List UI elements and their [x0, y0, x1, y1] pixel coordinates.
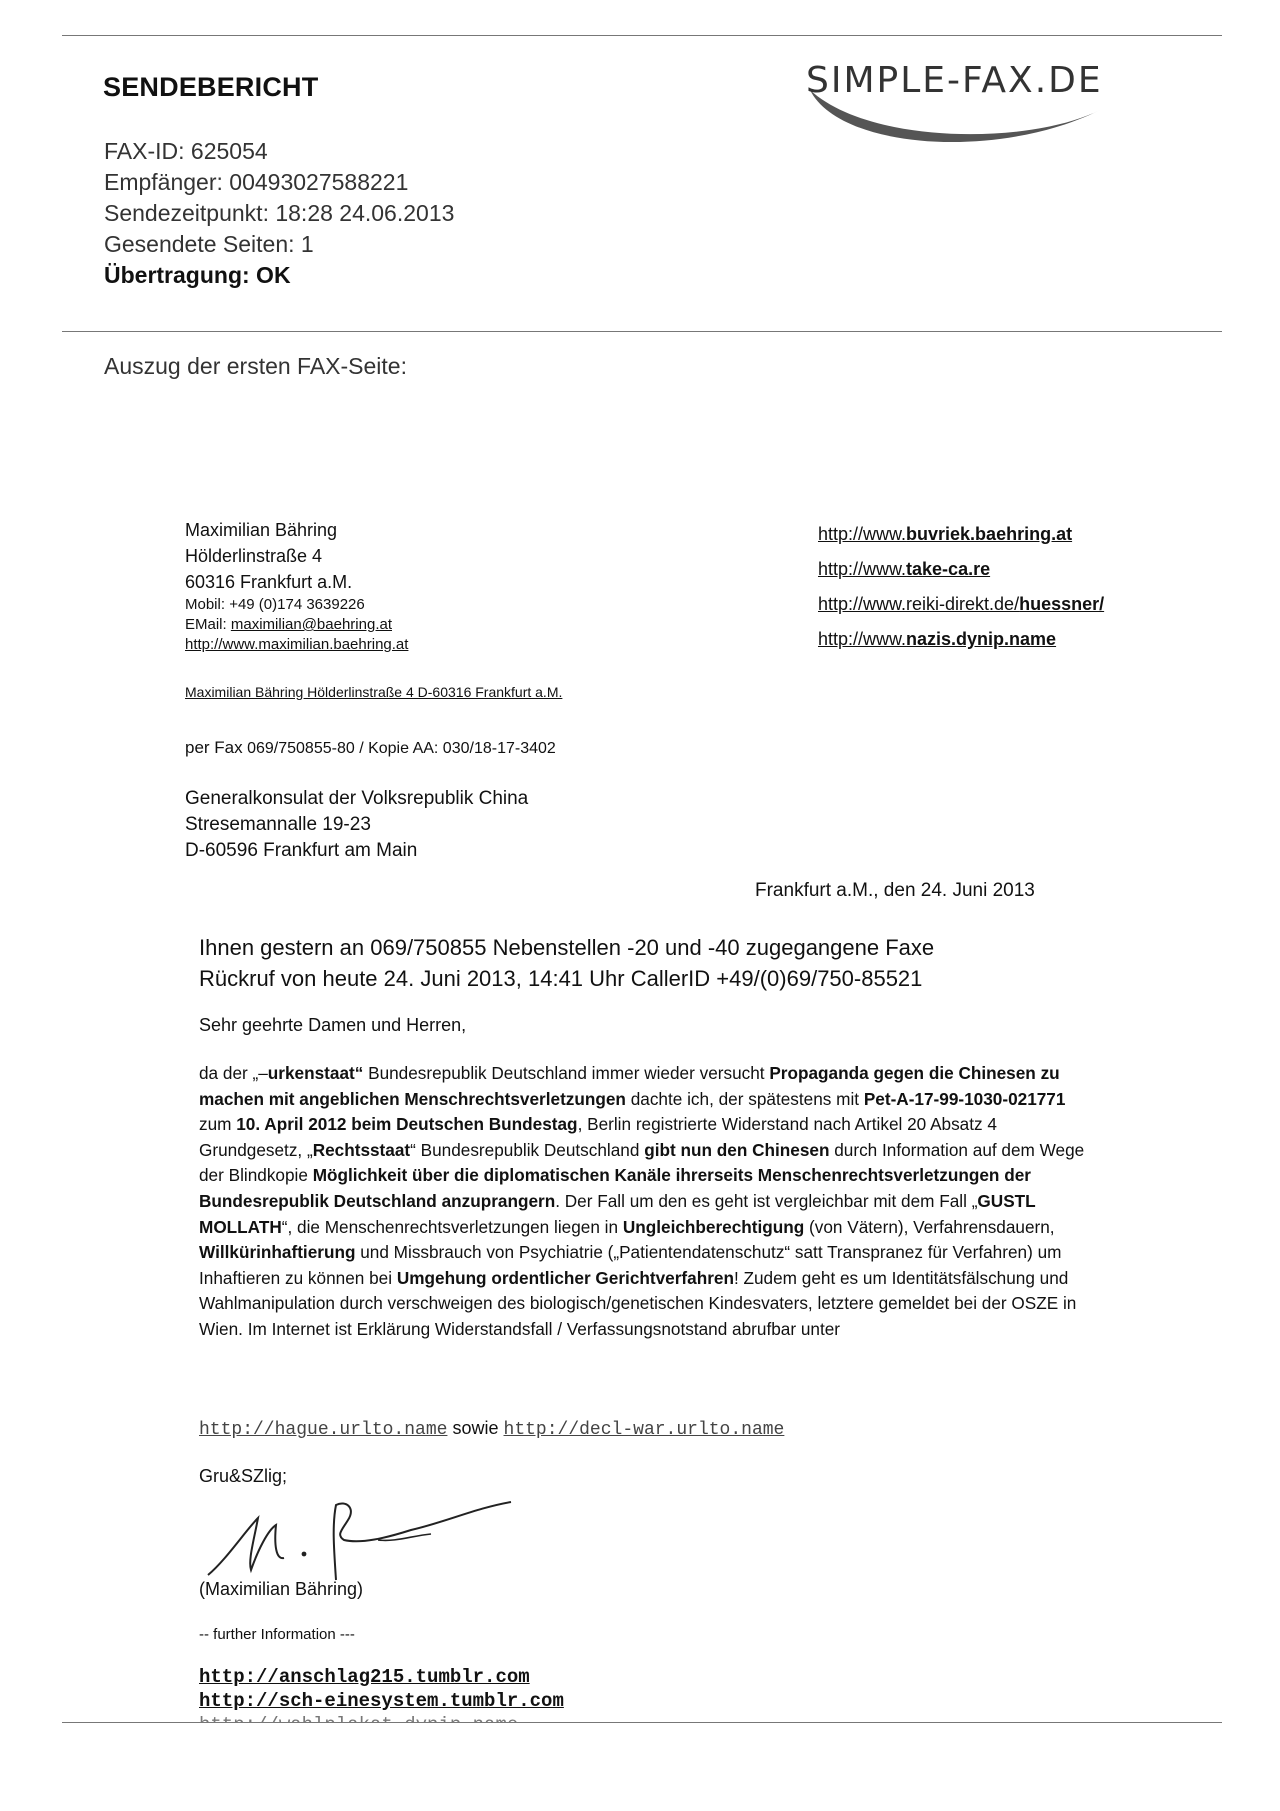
url-row [199, 1418, 784, 1440]
handwritten-signature [196, 1490, 526, 1590]
body-emphasis: 10. April 2012 beim Deutschen Bundestag [236, 1114, 578, 1135]
bottom-rule [62, 1722, 1222, 1723]
email-label: EMail: [185, 616, 227, 633]
sender-website-link[interactable]: http://www.maximilian.baehring.at [185, 636, 409, 653]
per-fax-line [185, 738, 556, 758]
link-domain: nazis.dynip.name [906, 629, 1057, 649]
body-text-run: Bundesrepublik Deutschland immer wieder versucht [363, 1063, 770, 1083]
body-emphasis: Willkürinhaftierung [199, 1242, 356, 1263]
body-emphasis: Rechtsstaat [312, 1139, 411, 1160]
sender-street: Hölderlinstraße 4 [185, 546, 323, 566]
website-link-4[interactable] [818, 622, 1104, 657]
link-prefix: http://www. [818, 559, 907, 579]
link-prefix: http://www. [818, 524, 907, 544]
simple-fax-logo [800, 50, 1220, 160]
body-emphasis: Ungleichberechtigung [622, 1216, 805, 1237]
url-join-word: sowie [452, 1418, 499, 1438]
link-domain: huessner/ [1019, 594, 1105, 614]
body-emphasis: Pet-A-17-99-1030-021771 [863, 1088, 1066, 1109]
body-text-run: . Der Fall um den es geht ist vergleichbar mit dem Fall „ [555, 1190, 978, 1211]
website-link-1[interactable] [818, 517, 1104, 552]
logo-text: SIMPLE-FAX.DE [806, 60, 1103, 101]
further-link-sch-einesystem[interactable]: http://sch-einesystem.tumblr.com [199, 1690, 564, 1712]
greeting: Gru&SZlig; [199, 1466, 288, 1486]
report-info [104, 136, 454, 291]
link-domain: take-ca.re [906, 559, 991, 579]
website-links [818, 517, 1104, 657]
subject-line: Rückruf von heute 24. Juni 2013, 14:41 Uhr CallerID +49/(0)69/750-85521 [199, 966, 923, 991]
sender-email [185, 615, 408, 635]
page-clip-mask [0, 1722, 1280, 1811]
body-text-run: “, die Menschenrechtsverletzungen liegen in [281, 1216, 623, 1237]
salutation: Sehr geehrte Damen und Herren, [199, 1015, 467, 1035]
body-text-run: dachte ich, der spätestens mit [625, 1088, 864, 1109]
body-text-run: da der „– [199, 1063, 268, 1083]
body-text-run: , Berlin registrierte Widerstand nach Artikel 20 Absatz 4 Grundgesetz, „ [199, 1114, 997, 1160]
middle-rule [62, 331, 1222, 332]
further-info-label: -- further Information --- [199, 1626, 355, 1643]
subject-line: Ihnen gestern an 069/750855 Nebenstellen -20 und -40 zugegangene Faxe [199, 935, 935, 960]
top-rule [62, 35, 1222, 36]
body-text-run: und Missbrauch von Psychiatrie („Patientendatenschutz“ satt Transpranez für Verfahren) um Inhaftieren zu können bei [199, 1242, 1062, 1288]
report-title: SENDEBERICHT [103, 72, 319, 102]
body-text-run: “ Bundesrepublik Deutschland [410, 1139, 645, 1160]
per-fax-value: 069/750855-80 / Kopie AA: 030/18-17-3402 [247, 740, 556, 757]
website-link-3[interactable] [818, 587, 1104, 622]
letter-body [199, 1061, 1099, 1343]
recipient-number: Empfänger: 00493027588221 [104, 169, 409, 195]
sender-mobile [185, 595, 408, 615]
recipient-line: Stresemannalle 19-23 [185, 814, 371, 835]
sender-name: Maximilian Bähring [185, 520, 338, 540]
link-domain: buvriek.baehring.at [906, 524, 1073, 544]
body-text-run: zum [199, 1114, 237, 1135]
link-prefix: http://www.reiki-direkt.de/ [818, 594, 1020, 614]
url-hague-link[interactable]: http://hague.urlto.name [199, 1420, 448, 1440]
transmission-status: Übertragung: OK [104, 262, 291, 288]
recipient-line: Generalkonsulat der Volksrepublik China [185, 788, 529, 809]
body-text-run: ! Zudem geht es um Identitätsfälschung und Wahlmanipulation durch verschweigen des biologisch/genetischen Kindesvaters, letztere gemeldet bei der OSZE in Wien. Im Internet ist Erklärung Widerstandsfall / Verfassungsnotstand abrufbar unter [199, 1267, 1077, 1339]
signature-name: (Maximilian Bähring) [199, 1579, 364, 1599]
sender-block [185, 517, 408, 655]
excerpt-label: Auszug der ersten FAX-Seite: [104, 353, 407, 379]
body-text-run: durch Information auf dem Wege der Blindkopie [199, 1139, 1085, 1186]
body-emphasis: Möglichkeit über die diplomatischen Kanäle ihrerseits Menschenrechtsverletzungen der Bundesrepublik Deutschland anzuprangern [199, 1165, 1031, 1211]
email-link[interactable]: maximilian@baehring.at [230, 616, 392, 633]
website-link-2[interactable] [818, 552, 1104, 587]
sender-city: 60316 Frankfurt a.M. [185, 572, 353, 592]
sent-time: Sendezeitpunkt: 18:28 24.06.2013 [104, 200, 455, 226]
recipient-city: D-60596 Frankfurt am Main [185, 840, 418, 861]
pages-sent: Gesendete Seiten: 1 [104, 231, 314, 257]
body-emphasis: Umgehung ordentlicher Gerichtverfahren [396, 1267, 734, 1288]
body-text-run: (von Vätern), Verfahrensdauern, [804, 1216, 1055, 1237]
subject [199, 932, 934, 994]
further-link-anschlag[interactable]: http://anschlag215.tumblr.com [199, 1666, 530, 1688]
url-decl-war-link[interactable]: http://decl-war.urlto.name [503, 1420, 785, 1440]
body-emphasis: urkenstaat“ [267, 1063, 364, 1083]
body-emphasis: gibt nun den Chinesen [644, 1139, 830, 1160]
mobile-number: +49 (0)174 3639226 [229, 596, 365, 613]
fax-id: FAX-ID: 625054 [104, 138, 268, 164]
body-emphasis: GUSTL MOLLATH [199, 1190, 1036, 1237]
sender-return-line: Maximilian Bähring Hölderlinstraße 4 D-60316 Frankfurt a.M. [185, 684, 563, 700]
date-line: Frankfurt a.M., den 24. Juni 2013 [755, 880, 1035, 901]
recipient-address [185, 786, 528, 864]
body-emphasis: Propaganda gegen die Chinesen zu machen mit angeblichen Menschrechtsverletzungen [199, 1063, 1060, 1109]
link-prefix: http://www. [818, 629, 907, 649]
per-fax-label: per Fax [185, 738, 243, 757]
mobile-label: Mobil: [185, 596, 226, 613]
